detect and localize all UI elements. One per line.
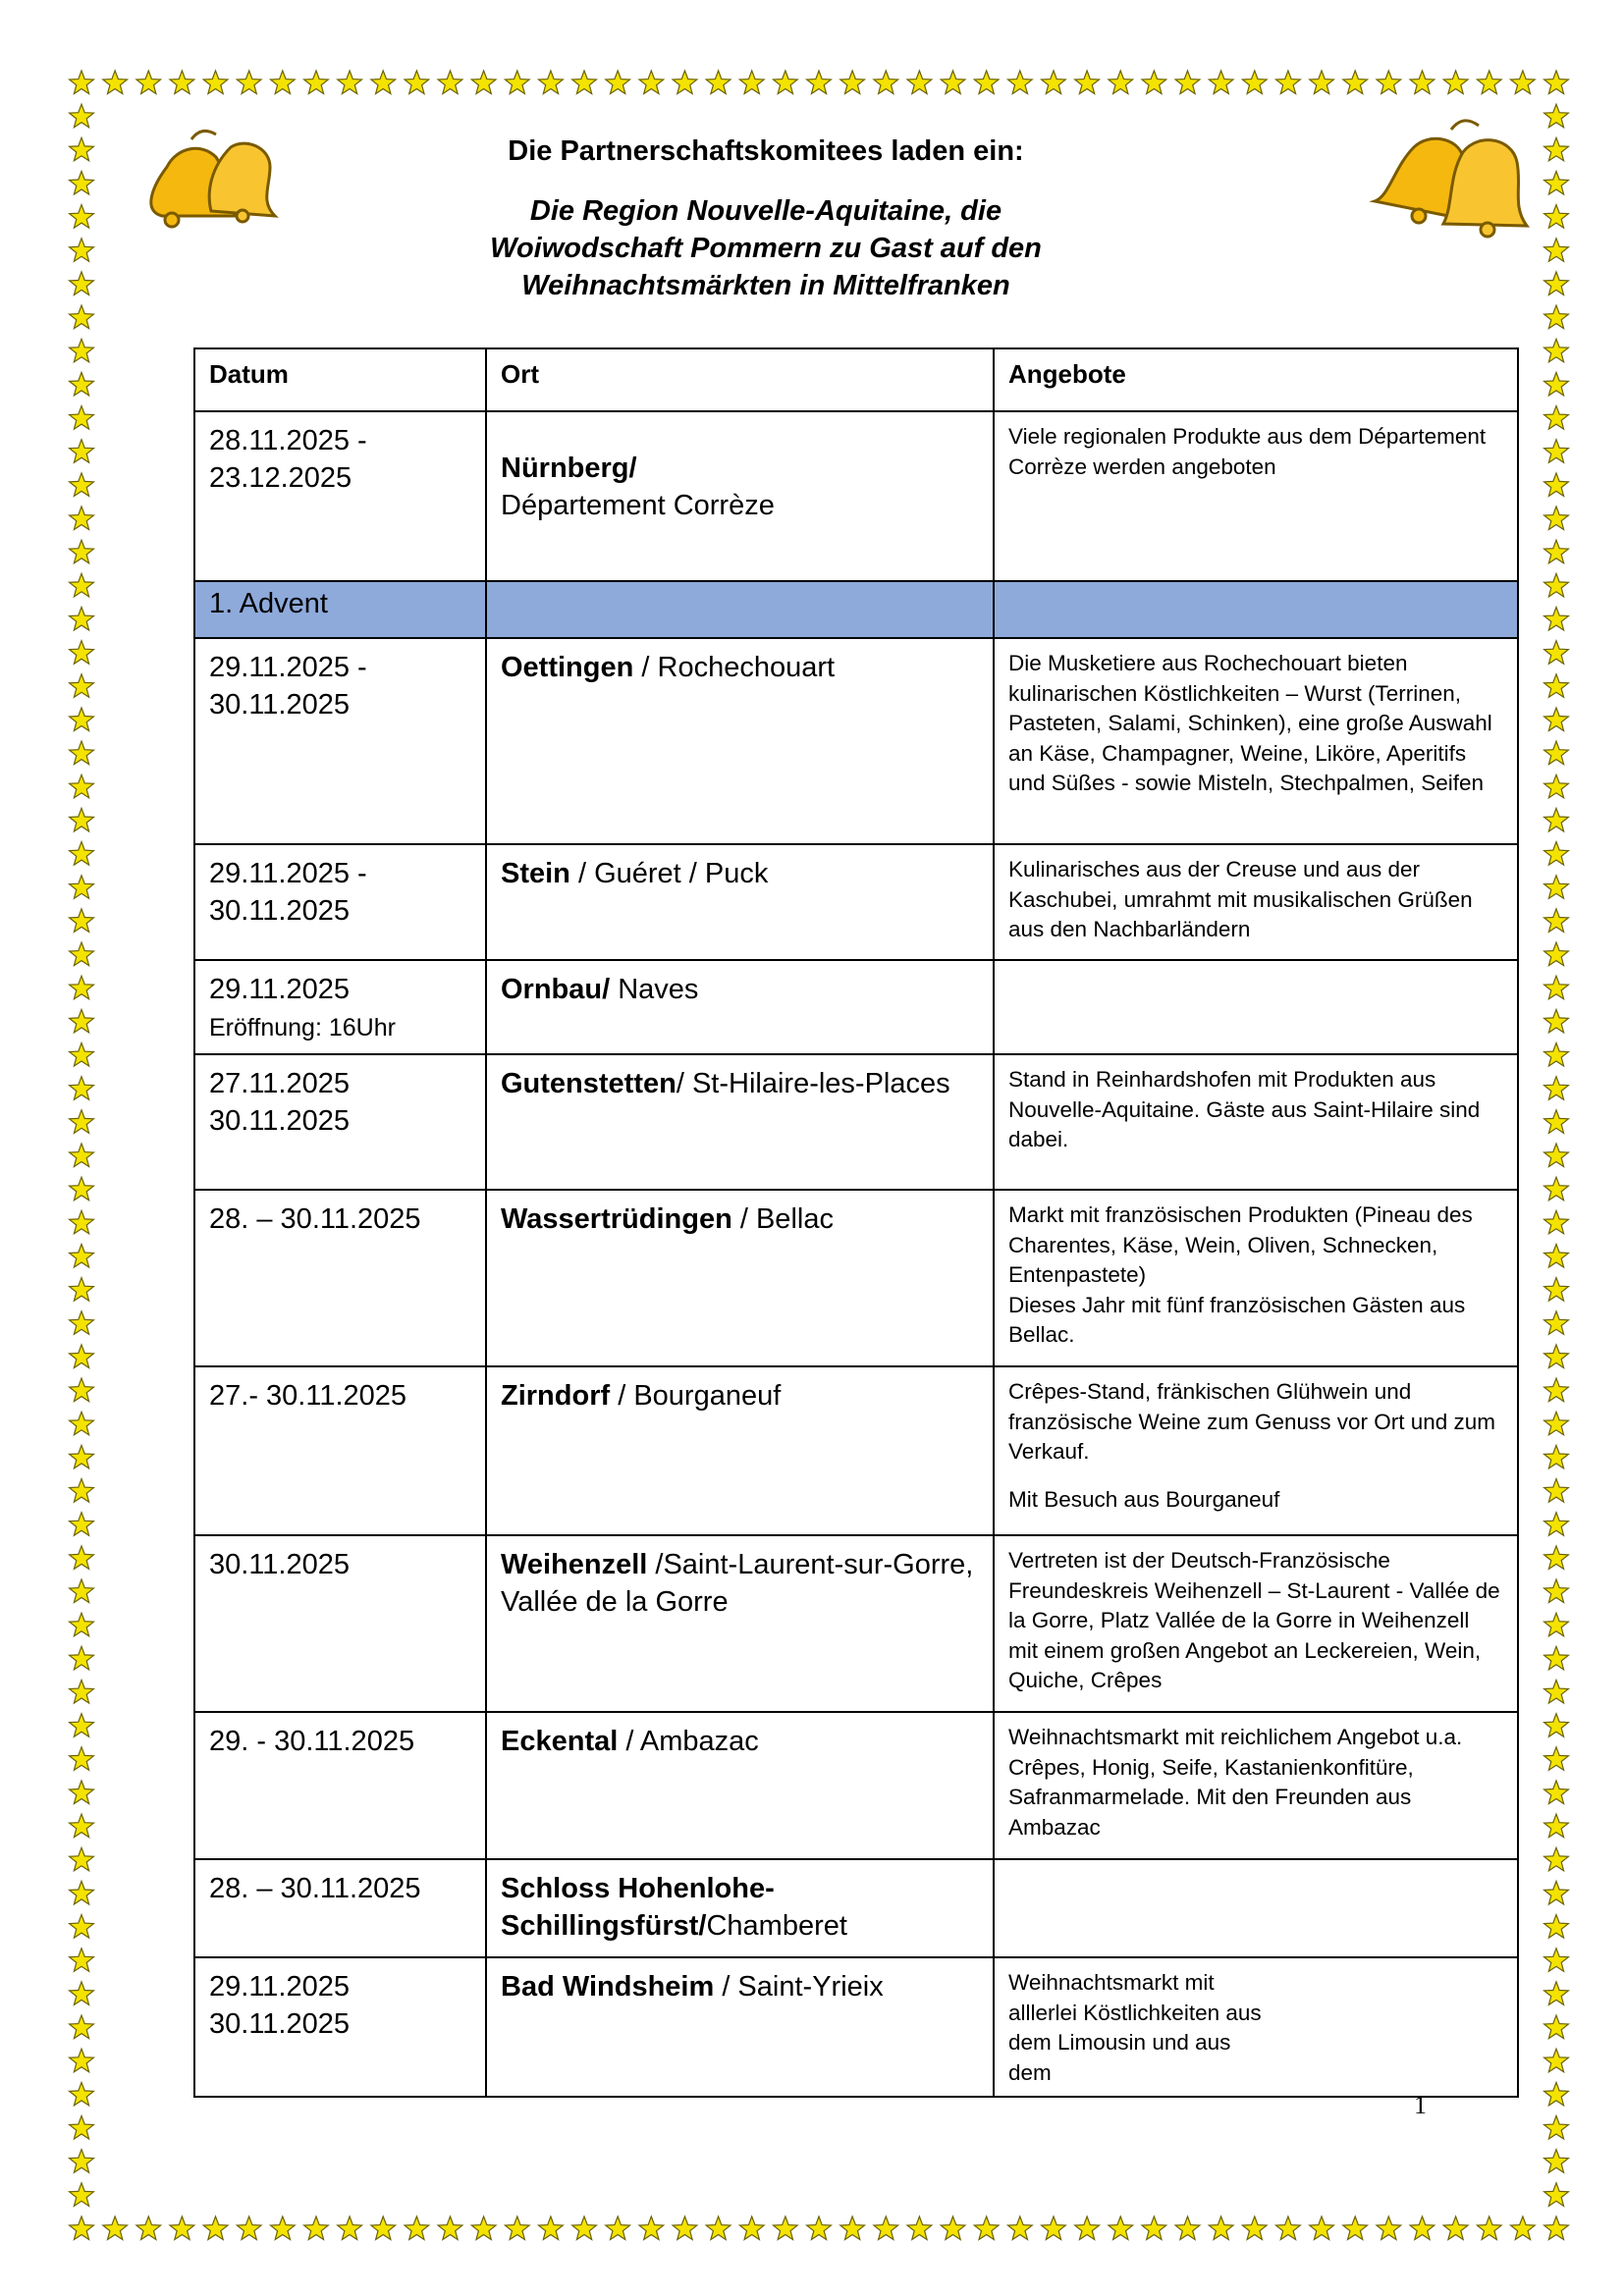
star-icon: [1175, 2216, 1200, 2240]
events-table: [193, 347, 1519, 2098]
star-icon: [1544, 708, 1569, 731]
star-icon: [1544, 1245, 1569, 1268]
star-icon: [1276, 2216, 1301, 2240]
star-icon: [70, 1613, 94, 1636]
star-icon: [539, 2216, 564, 2240]
star-icon: [70, 976, 94, 999]
heading-title: Die Partnerschaftskomitees laden ein:: [508, 135, 1024, 167]
star-icon: [70, 372, 94, 396]
place-cell: Eckental / Ambazac: [486, 1712, 994, 1859]
star-icon: [70, 172, 94, 195]
star-icon: [1544, 540, 1569, 563]
star-icon: [1544, 2082, 1569, 2106]
offers-cell: Markt mit französischen Produkten (Pineau des Charentes, Käse, Wein, Oliven, Schnecken, Entenpastete) Dieses Jahr mit fünf französischen Gästen aus Bellac.: [994, 1190, 1518, 1366]
star-icon: [1544, 1513, 1569, 1536]
star-icon: [70, 1915, 94, 1939]
star-icon: [1544, 440, 1569, 463]
star-icon: [70, 1378, 94, 1402]
star-icon: [70, 741, 94, 765]
star-icon: [70, 1747, 94, 1771]
star-icon: [70, 1077, 94, 1100]
table-row: [194, 1859, 1518, 1957]
table-row: [194, 411, 1518, 581]
table-row: [194, 1190, 1518, 1366]
star-icon: [1544, 1814, 1569, 1838]
star-icon: [1544, 1210, 1569, 1234]
star-icon: [1544, 641, 1569, 665]
star-icon: [70, 540, 94, 563]
star-icon: [70, 1847, 94, 1871]
star-icon: [1544, 1681, 1569, 1704]
star-icon: [1109, 2216, 1133, 2240]
star-icon: [1544, 741, 1569, 765]
star-icon: [505, 71, 529, 94]
star-icon: [1544, 1546, 1569, 1570]
star-icon: [70, 1210, 94, 1234]
star-icon: [70, 808, 94, 831]
place-cell: Oettingen / Rochechouart: [486, 638, 994, 844]
table-row: [194, 1535, 1518, 1712]
star-icon: [70, 573, 94, 597]
star-icon: [271, 71, 296, 94]
star-icon: [1008, 71, 1033, 94]
star-icon: [70, 272, 94, 295]
star-icon: [774, 71, 798, 94]
star-icon: [338, 2216, 362, 2240]
star-icon: [1544, 1982, 1569, 2005]
star-icon: [70, 1278, 94, 1302]
star-icon: [70, 1311, 94, 1335]
table-row: [194, 1957, 1518, 2097]
star-icon: [1544, 1412, 1569, 1435]
offers-cell: [994, 1859, 1518, 1957]
star-icon: [70, 842, 94, 866]
star-icon: [807, 71, 832, 94]
place-cell: Schloss Hohenlohe-Schillingsfürst/Chamberet: [486, 1859, 994, 1957]
star-icon: [70, 473, 94, 497]
place-cell: Gutenstetten/ St-Hilaire-les-Places: [486, 1054, 994, 1190]
star-icon: [237, 2216, 261, 2240]
star-icon: [1544, 2150, 1569, 2173]
star-icon: [1075, 71, 1100, 94]
star-icon: [1544, 1881, 1569, 1904]
star-icon: [1477, 71, 1501, 94]
star-icon: [1544, 2116, 1569, 2140]
star-icon: [1209, 71, 1233, 94]
star-icon: [136, 71, 161, 94]
star-icon: [539, 71, 564, 94]
star-icon: [1544, 406, 1569, 430]
star-icon: [70, 1646, 94, 1670]
star-icon: [1544, 1445, 1569, 1468]
star-icon: [941, 2216, 965, 2240]
star-icon: [304, 2216, 329, 2240]
star-icon: [1209, 2216, 1233, 2240]
star-icon: [70, 942, 94, 966]
star-icon: [1544, 1345, 1569, 1368]
place-cell: Nürnberg/ Département Corrèze: [486, 411, 994, 581]
header-place: Ort: [486, 348, 994, 411]
table-row: [194, 638, 1518, 844]
star-icon: [70, 339, 94, 362]
star-icon: [1544, 1613, 1569, 1636]
table-row: [194, 1054, 1518, 1190]
star-icon: [1544, 2183, 1569, 2207]
star-icon: [271, 2216, 296, 2240]
date-cell: 30.11.2025: [194, 1535, 486, 1712]
star-icon: [203, 2216, 228, 2240]
star-icon: [1544, 1915, 1569, 1939]
bells-icon: [133, 118, 280, 236]
star-icon: [371, 2216, 396, 2240]
star-icon: [1544, 2015, 1569, 2039]
star-icon: [70, 1714, 94, 1737]
star-icon: [70, 205, 94, 229]
star-icon: [1544, 1378, 1569, 1402]
heading-subtitle-line-1: Die Region Nouvelle-Aquitaine, die: [529, 195, 1002, 227]
star-icon: [70, 104, 94, 128]
header-date: Datum: [194, 348, 486, 411]
star-icon: [1544, 808, 1569, 831]
offers-cell: Viele regionalen Produkte aus dem Département Corrèze werden angeboten: [994, 411, 1518, 581]
star-icon: [438, 71, 462, 94]
star-icon: [70, 1781, 94, 1804]
star-icon: [505, 2216, 529, 2240]
table-row: [194, 960, 1518, 1054]
star-icon: [1142, 2216, 1166, 2240]
star-icon: [1544, 372, 1569, 396]
star-icon: [338, 71, 362, 94]
star-icon: [70, 1412, 94, 1435]
star-icon: [1544, 573, 1569, 597]
star-icon: [941, 71, 965, 94]
bells-icon: [1365, 108, 1532, 240]
star-icon: [70, 1513, 94, 1536]
star-icon: [1544, 909, 1569, 933]
star-icon: [70, 1546, 94, 1570]
star-icon: [1544, 842, 1569, 866]
star-icon: [1544, 305, 1569, 329]
star-icon: [1544, 1479, 1569, 1503]
star-icon: [706, 71, 731, 94]
star-icon: [807, 2216, 832, 2240]
star-icon: [70, 1881, 94, 1904]
star-icon: [1544, 608, 1569, 631]
star-icon: [471, 71, 496, 94]
header-offers: Angebote: [994, 348, 1518, 411]
star-icon: [170, 71, 194, 94]
table-header-row: [194, 348, 1518, 411]
star-icon: [70, 2116, 94, 2140]
star-icon: [1544, 1177, 1569, 1201]
offers-cell: Weihnachtsmarkt mit alllerlei Köstlichkeiten aus dem Limousin und aus dem: [994, 1957, 1518, 2097]
offers-cell: Kulinarisches aus der Creuse und aus der Kaschubei, umrahmt mit musikalischen Grüßen aus den Nachbarländern: [994, 844, 1518, 960]
star-icon: [673, 2216, 697, 2240]
star-icon: [70, 1043, 94, 1067]
place-cell: Weihenzell /Saint-Laurent-sur-Gorre, Vallée de la Gorre: [486, 1535, 994, 1712]
star-icon: [1008, 2216, 1033, 2240]
date-cell: 28.11.2025 - 23.12.2025: [194, 411, 486, 581]
star-icon: [1544, 71, 1569, 94]
offers-cell: Crêpes-Stand, fränkischen Glühwein und französische Weine zum Genuss vor Ort und zum Verkauf. Mit Besuch aus Bourganeuf: [994, 1366, 1518, 1535]
star-icon: [1242, 71, 1267, 94]
star-icon: [1544, 1110, 1569, 1134]
star-icon: [70, 1144, 94, 1167]
table-row: [194, 844, 1518, 960]
star-icon: [70, 909, 94, 933]
star-icon: [304, 71, 329, 94]
offers-cell: Vertreten ist der Deutsch-Französische Freundeskreis Weihenzell – St-Laurent - Vallée de la Gorre, Platz Vallée de la Gorre in Weihenzell mit einem großen Angebot an Leckereien, Wein, Quiche, Crêpes: [994, 1535, 1518, 1712]
star-icon: [1544, 172, 1569, 195]
star-icon: [1544, 1278, 1569, 1302]
star-icon: [874, 71, 898, 94]
star-icon: [1042, 71, 1066, 94]
star-icon: [170, 2216, 194, 2240]
star-icon: [70, 1345, 94, 1368]
star-icon: [70, 1110, 94, 1134]
star-icon: [70, 507, 94, 530]
date-cell: 28. – 30.11.2025: [194, 1859, 486, 1957]
star-icon: [1544, 205, 1569, 229]
date-cell: 29.11.2025 Eröffnung: 16Uhr: [194, 960, 486, 1054]
star-icon: [572, 71, 597, 94]
star-icon: [1310, 71, 1334, 94]
star-icon: [1544, 942, 1569, 966]
star-icon: [1511, 71, 1536, 94]
star-icon: [739, 71, 764, 94]
star-icon: [1544, 2216, 1569, 2240]
star-icon: [70, 1009, 94, 1033]
star-icon: [70, 406, 94, 430]
star-icon: [1544, 1847, 1569, 1871]
star-icon: [203, 71, 228, 94]
star-icon: [1544, 1949, 1569, 1972]
star-icon: [974, 71, 999, 94]
star-icon: [70, 1814, 94, 1838]
star-icon: [1477, 2216, 1501, 2240]
star-icon: [371, 71, 396, 94]
star-icon: [1544, 674, 1569, 698]
star-icon: [1544, 876, 1569, 899]
date-cell: 27.11.2025 30.11.2025: [194, 1054, 486, 1190]
star-icon: [70, 2015, 94, 2039]
date-cell: 29. - 30.11.2025: [194, 1712, 486, 1859]
star-icon: [1377, 2216, 1401, 2240]
star-icon: [1443, 2216, 1468, 2240]
star-icon: [774, 2216, 798, 2240]
star-icon: [606, 2216, 630, 2240]
star-icon: [103, 71, 128, 94]
star-icon: [70, 2150, 94, 2173]
table-row: [194, 1366, 1518, 1535]
star-icon: [907, 2216, 932, 2240]
star-icon: [1042, 2216, 1066, 2240]
star-icon: [103, 2216, 128, 2240]
star-icon: [1075, 2216, 1100, 2240]
heading-subtitle-line-3: Weihnachtsmärkten in Mittelfranken: [521, 270, 1010, 301]
star-icon: [70, 1245, 94, 1268]
star-icon: [70, 641, 94, 665]
advent-empty-cell: [994, 581, 1518, 638]
star-icon: [70, 239, 94, 261]
star-icon: [70, 2049, 94, 2072]
star-icon: [907, 71, 932, 94]
star-icon: [70, 2183, 94, 2207]
star-icon: [438, 2216, 462, 2240]
star-icon: [1544, 137, 1569, 161]
star-icon: [1544, 1009, 1569, 1033]
star-icon: [70, 2216, 94, 2240]
star-icon: [237, 71, 261, 94]
star-icon: [1544, 1311, 1569, 1335]
star-icon: [1410, 2216, 1435, 2240]
star-icon: [405, 71, 429, 94]
star-icon: [1343, 71, 1368, 94]
star-icon: [1175, 71, 1200, 94]
star-icon: [1544, 1747, 1569, 1771]
star-icon: [1310, 2216, 1334, 2240]
star-icon: [1544, 1714, 1569, 1737]
star-icon: [1544, 1144, 1569, 1167]
star-icon: [1544, 1646, 1569, 1670]
star-icon: [840, 71, 865, 94]
star-icon: [1544, 774, 1569, 798]
star-icon: [70, 708, 94, 731]
table-row: [194, 1712, 1518, 1859]
heading-subtitle-line-2: Woiwodschaft Pommern zu Gast auf den: [490, 233, 1042, 264]
star-icon: [70, 1479, 94, 1503]
offers-cell: Weihnachtsmarkt mit reichlichem Angebot u.a. Crêpes, Honig, Seife, Kastanienkonfitüre, Safranmarmelade. Mit den Freunden aus Ambazac: [994, 1712, 1518, 1859]
offers-cell: [994, 960, 1518, 1054]
star-icon: [639, 2216, 664, 2240]
date-cell: 28. – 30.11.2025: [194, 1190, 486, 1366]
star-icon: [840, 2216, 865, 2240]
star-icon: [1544, 272, 1569, 295]
star-icon: [70, 1445, 94, 1468]
star-icon: [70, 1681, 94, 1704]
star-icon: [1109, 71, 1133, 94]
date-cell: 27.- 30.11.2025: [194, 1366, 486, 1535]
star-icon: [739, 2216, 764, 2240]
opening-time: Eröffnung: 16Uhr: [209, 1014, 396, 1041]
star-icon: [70, 1579, 94, 1603]
star-icon: [70, 2082, 94, 2106]
star-icon: [1544, 104, 1569, 128]
date-cell: 29.11.2025 30.11.2025: [194, 1957, 486, 2097]
star-icon: [673, 71, 697, 94]
star-icon: [1544, 976, 1569, 999]
star-icon: [1142, 71, 1166, 94]
star-icon: [70, 1949, 94, 1972]
star-icon: [136, 2216, 161, 2240]
star-icon: [70, 440, 94, 463]
star-icon: [706, 2216, 731, 2240]
star-icon: [1544, 507, 1569, 530]
star-icon: [70, 774, 94, 798]
star-icon: [1276, 71, 1301, 94]
star-icon: [70, 1982, 94, 2005]
star-icon: [1544, 1579, 1569, 1603]
place-cell: Ornbau/ Naves: [486, 960, 994, 1054]
star-icon: [70, 876, 94, 899]
star-icon: [1544, 473, 1569, 497]
star-icon: [405, 2216, 429, 2240]
star-icon: [1544, 1043, 1569, 1067]
star-icon: [70, 71, 94, 94]
advent-label: 1. Advent: [194, 581, 486, 638]
place-cell: Zirndorf / Bourganeuf: [486, 1366, 994, 1535]
star-icon: [70, 305, 94, 329]
star-icon: [572, 2216, 597, 2240]
date-cell: 29.11.2025 - 30.11.2025: [194, 638, 486, 844]
star-icon: [70, 1177, 94, 1201]
page-number: 1: [1414, 2091, 1427, 2119]
place-cell: Bad Windsheim / Saint-Yrieix: [486, 1957, 994, 2097]
date-cell: 29.11.2025 - 30.11.2025: [194, 844, 486, 960]
star-icon: [1377, 71, 1401, 94]
star-icon: [1443, 71, 1468, 94]
advent-row: [194, 581, 1518, 638]
star-icon: [1544, 2049, 1569, 2072]
place-cell: Wassertrüdingen / Bellac: [486, 1190, 994, 1366]
star-icon: [1544, 1781, 1569, 1804]
star-icon: [1511, 2216, 1536, 2240]
star-icon: [639, 71, 664, 94]
offers-cell: Stand in Reinhardshofen mit Produkten aus Nouvelle-Aquitaine. Gäste aus Saint-Hilaire sind dabei.: [994, 1054, 1518, 1190]
star-icon: [1410, 71, 1435, 94]
offers-cell: Die Musketiere aus Rochechouart bieten kulinarischen Köstlichkeiten – Wurst (Terrinen, Pasteten, Salami, Schinken), eine große Auswahl an Käse, Champagner, Weine, Liköre, Aperitifs und Süßes - sowie Misteln, Stechpalmen, Seifen: [994, 638, 1518, 844]
star-icon: [1544, 339, 1569, 362]
star-icon: [70, 137, 94, 161]
star-icon: [874, 2216, 898, 2240]
place-cell: Stein / Guéret / Puck: [486, 844, 994, 960]
star-icon: [1544, 239, 1569, 261]
star-icon: [1343, 2216, 1368, 2240]
star-icon: [70, 674, 94, 698]
advent-empty-cell: [486, 581, 994, 638]
star-icon: [471, 2216, 496, 2240]
star-icon: [1242, 2216, 1267, 2240]
star-icon: [1544, 1077, 1569, 1100]
star-icon: [974, 2216, 999, 2240]
star-icon: [70, 608, 94, 631]
star-icon: [606, 71, 630, 94]
